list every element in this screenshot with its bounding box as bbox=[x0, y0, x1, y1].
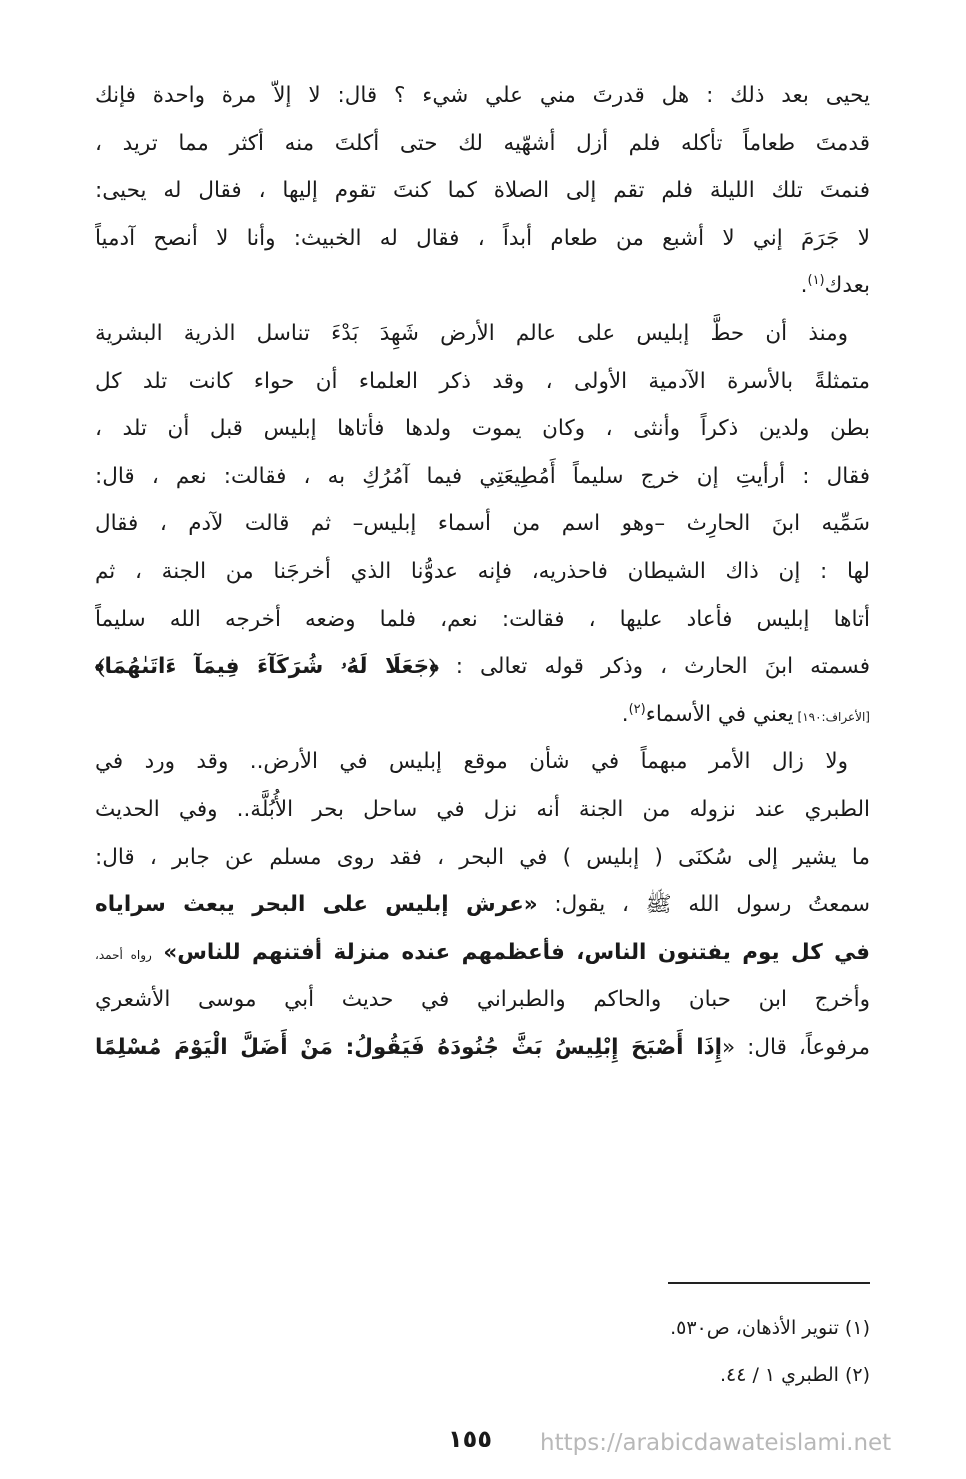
text-segment: ومنذ أن حطَّ إبليس على عالم الأرض شَهِدَ بَدْءَ تناسل الذرية البشرية bbox=[95, 320, 848, 346]
text-line bbox=[95, 691, 870, 739]
text-segment: أتاها إبليس فأعاد عليها ، فقالت: نعم، فلما وضعه أخرجه الله سليماً bbox=[95, 606, 870, 632]
text-line bbox=[95, 262, 870, 310]
text-segment: بطن ولدين ذكراً وأنثى ، وكان يموت ولدها فأتاها إبليس قبل أن تلد ، bbox=[95, 416, 870, 442]
text-segment: لا جَرَمَ إني لا أشبع من طعام أبداً ، فقال له الخبيث: وأنا لا أنصح آدمياً bbox=[95, 225, 870, 251]
text-segment: فنمتَ تلك الليلة فلم تقم إلى الصلاة كما كنتَ تقوم إليها ، فقال له يحيى: bbox=[95, 178, 870, 204]
text-segment: . bbox=[621, 701, 629, 727]
text-segment: مرفوعاً، قال: « bbox=[722, 1034, 870, 1060]
text-line bbox=[95, 120, 870, 168]
text-segment: لها : إن ذاك الشيطان فاحذريه، فإنه عدوُّنا الذي أخرجَنا من الجنة ، ثم bbox=[95, 558, 870, 584]
text-segment: ما يشير إلى سُكنَى ( إبليس ) في البحر ، فقد روى مسلم عن جابر ، قال: bbox=[95, 844, 870, 870]
text-segment: فسمته ابنَ الحارث ، وذكر قوله تعالى : bbox=[438, 654, 870, 680]
body-text bbox=[95, 72, 870, 1071]
text-segment: رواه أحمد، bbox=[95, 947, 152, 962]
text-line bbox=[95, 72, 870, 120]
text-segment: متمثلةً بالأسرة الآدمية الأولى ، وقد ذكر العلماء أن حواء كانت تلد كل bbox=[95, 368, 870, 394]
text-segment: يحيى بعد ذلك : هل قدرتَ مني علي شيء ؟ قال: لا إلاّ مرة واحدة فإنك bbox=[95, 83, 870, 108]
page-number: ١٥٥ bbox=[448, 1425, 492, 1453]
quoted-text: إِذَا أَصْبَحَ إِبْلِيسُ بَثَّ جُنُودَهُ فَيَقُولُ: مَنْ أَضَلَّ الْيَوْمَ مُسْلِمًا bbox=[95, 1034, 722, 1060]
text-line bbox=[95, 596, 870, 644]
text-segment: سمعتُ رسول الله ﷺ ، يقول: bbox=[537, 892, 870, 918]
text-line bbox=[95, 358, 870, 406]
text-segment: قدمتَ طعاماً تأكله فلم أزل أشهّيه لك حتى أكلتَ منه أكثر مما تريد ، bbox=[95, 130, 870, 156]
text-line bbox=[95, 786, 870, 834]
footnote-ref: (٢) bbox=[628, 701, 646, 717]
quoted-text: في كل يوم يفتنون الناس، فأعظمهم عنده منزلة أفتنهم للناس» bbox=[151, 939, 870, 965]
text-line bbox=[95, 548, 870, 596]
footnotes bbox=[95, 1305, 870, 1399]
text-segment: [الأعراف:١٩٠] bbox=[793, 709, 870, 724]
text-line bbox=[95, 1024, 870, 1072]
footnote-1: (١) تنوير الأذهان، ص٥٣٠. bbox=[670, 1317, 870, 1339]
text-segment: سَمِّيه ابنَ الحارِث –وهو اسم من أسماء إبليس– ثم قالت لآدم ، فقال bbox=[95, 511, 870, 537]
text-line bbox=[95, 643, 870, 691]
text-segment: ولا زال الأمر مبهماً في شأن موقع إبليس في الأرض.. وقد ورد في bbox=[95, 749, 848, 775]
text-line bbox=[95, 453, 870, 501]
watermark-url: https://arabicdawateislami.net bbox=[540, 1430, 892, 1456]
text-segment: . bbox=[800, 273, 808, 299]
text-line bbox=[95, 834, 870, 882]
text-line bbox=[95, 929, 870, 977]
text-segment: وأخرج ابن حبان والحاكم والطبراني في حديث أبي موسى الأشعري bbox=[95, 987, 870, 1013]
text-segment: الطبري عند نزوله من الجنة أنه نزل في ساحل بحر الأُبُلَّة.. وفي الحديث bbox=[95, 796, 870, 822]
text-segment: بعدك bbox=[824, 273, 870, 299]
quoted-text: «عرش إبليس على البحر يبعث سراياه bbox=[95, 892, 538, 918]
text-line bbox=[95, 500, 870, 548]
text-line bbox=[95, 215, 870, 263]
text-line bbox=[95, 881, 870, 929]
text-segment: يعني في الأسماء bbox=[645, 701, 794, 727]
quoted-text: ﴿جَعَلَا لَهُۥ شُرَكَآءَ فِيمَآ ءَاتَىٰهُمَا﴾ bbox=[95, 654, 439, 680]
text-segment: فقال : أرأيتِ إن خرج سليماً أَمُطِيعَتِي فيما آمُرُكِ به ، فقالت: نعم ، قال: bbox=[95, 463, 870, 489]
footnote-2: (٢) الطبري ١ / ٤٤. bbox=[719, 1364, 870, 1386]
footnote-ref: (١) bbox=[807, 273, 825, 289]
text-line bbox=[95, 167, 870, 215]
text-line bbox=[95, 310, 870, 358]
text-line bbox=[95, 976, 870, 1024]
text-line bbox=[95, 405, 870, 453]
text-line bbox=[95, 738, 870, 786]
footnote-divider bbox=[668, 1282, 870, 1284]
